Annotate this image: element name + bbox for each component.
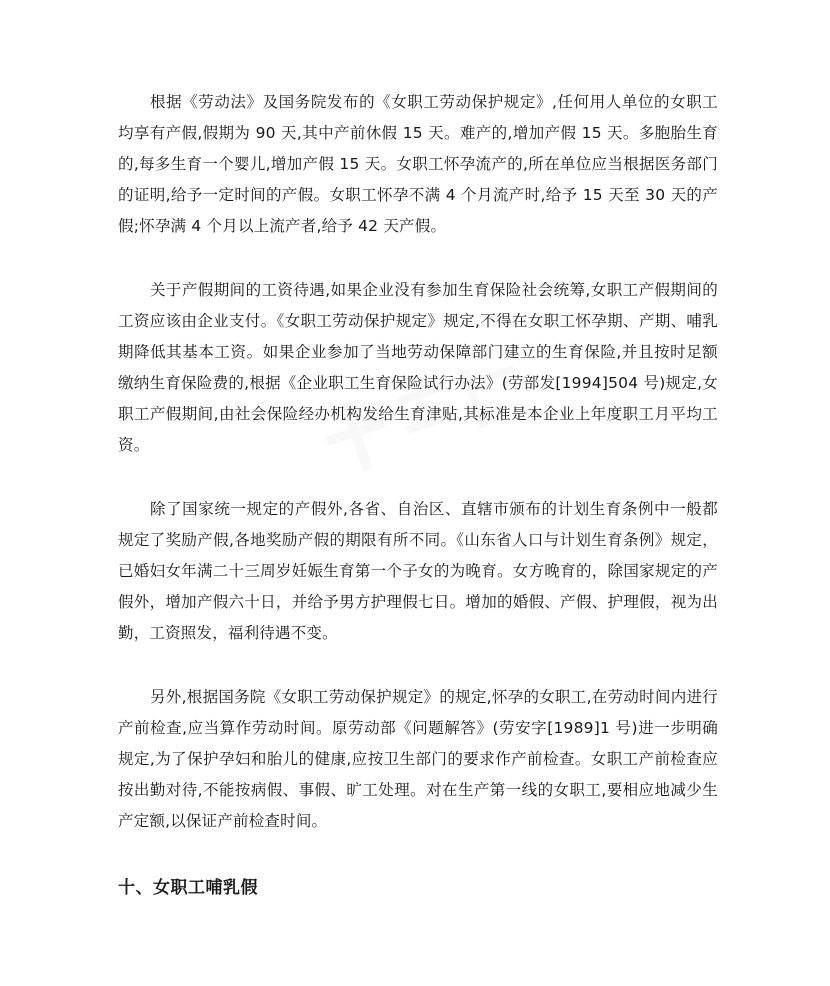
paragraph-maternity-leave: 根据《劳动法》及国务院发布的《女职工劳动保护规定》,任何用人单位的女职工均享有产假,假期为 90 天,其中产前休假 15 天。难产的,增加产假 15 天。多胞胎生育的,每多生育一个婴儿,增加产假 15 天。女职工怀孕流产的,所在单位应当根据医务部门的证明,给予一定时间的产假。女职工怀孕不满 4 个月流产时,给予 15 天至 30 天的产假;怀孕满 4 个月以上流产者,给予 42 天产假。 — [118, 93, 718, 235]
section-heading: 十、女职工哺乳假 — [118, 878, 258, 898]
paragraph-leave-wages: 关于产假期间的工资待遇,如果企业没有参加生育保险社会统筹,女职工产假期间的工资应该由企业支付。《女职工劳动保护规定》规定,不得在女职工怀孕期、产期、哺乳期降低其基本工资。如果企业参加了当地劳动保障部门建立的生育保险,并且按时足额缴纳生育保险费的,根据《企业职工生育保险试行办法》(劳部发[1994]504 号)规定,女职工产假期间,由社会保险经办机构发给生育津贴,其标准是本企业上年度职工月平均工资。 — [118, 281, 718, 454]
paragraph-reward-leave: 除了国家统一规定的产假外,各省、自治区、直辖市颁布的计划生育条例中一般都规定了奖励产假,各地奖励产假的期限有所不同。《山东省人口与计划生育条例》规定，已婚妇女年满二十三周岁妊娠生育第一个子女的为晚育。女方晚育的，除国家规定的产假外，增加产假六十日，并给予男方护理假七日。增加的婚假、产假、护理假，视为出勤，工资照发，福利待遇不变。 — [118, 500, 718, 642]
paragraph-prenatal-check: 另外,根据国务院《女职工劳动保护规定》的规定,怀孕的女职工,在劳动时间内进行产前检查,应当算作劳动时间。原劳动部《问题解答》(劳安字[1989]1 号)进一步明确规定,为了保护孕妇和胎儿的健康,应按卫生部门的要求作产前检查。女职工产前检查应按出勤对待,不能按病假、事假、旷工处理。对在生产第一线的女职工,要相应地减少生产定额,以保证产前检查时间。 — [118, 688, 718, 830]
document-body — [118, 87, 718, 903]
